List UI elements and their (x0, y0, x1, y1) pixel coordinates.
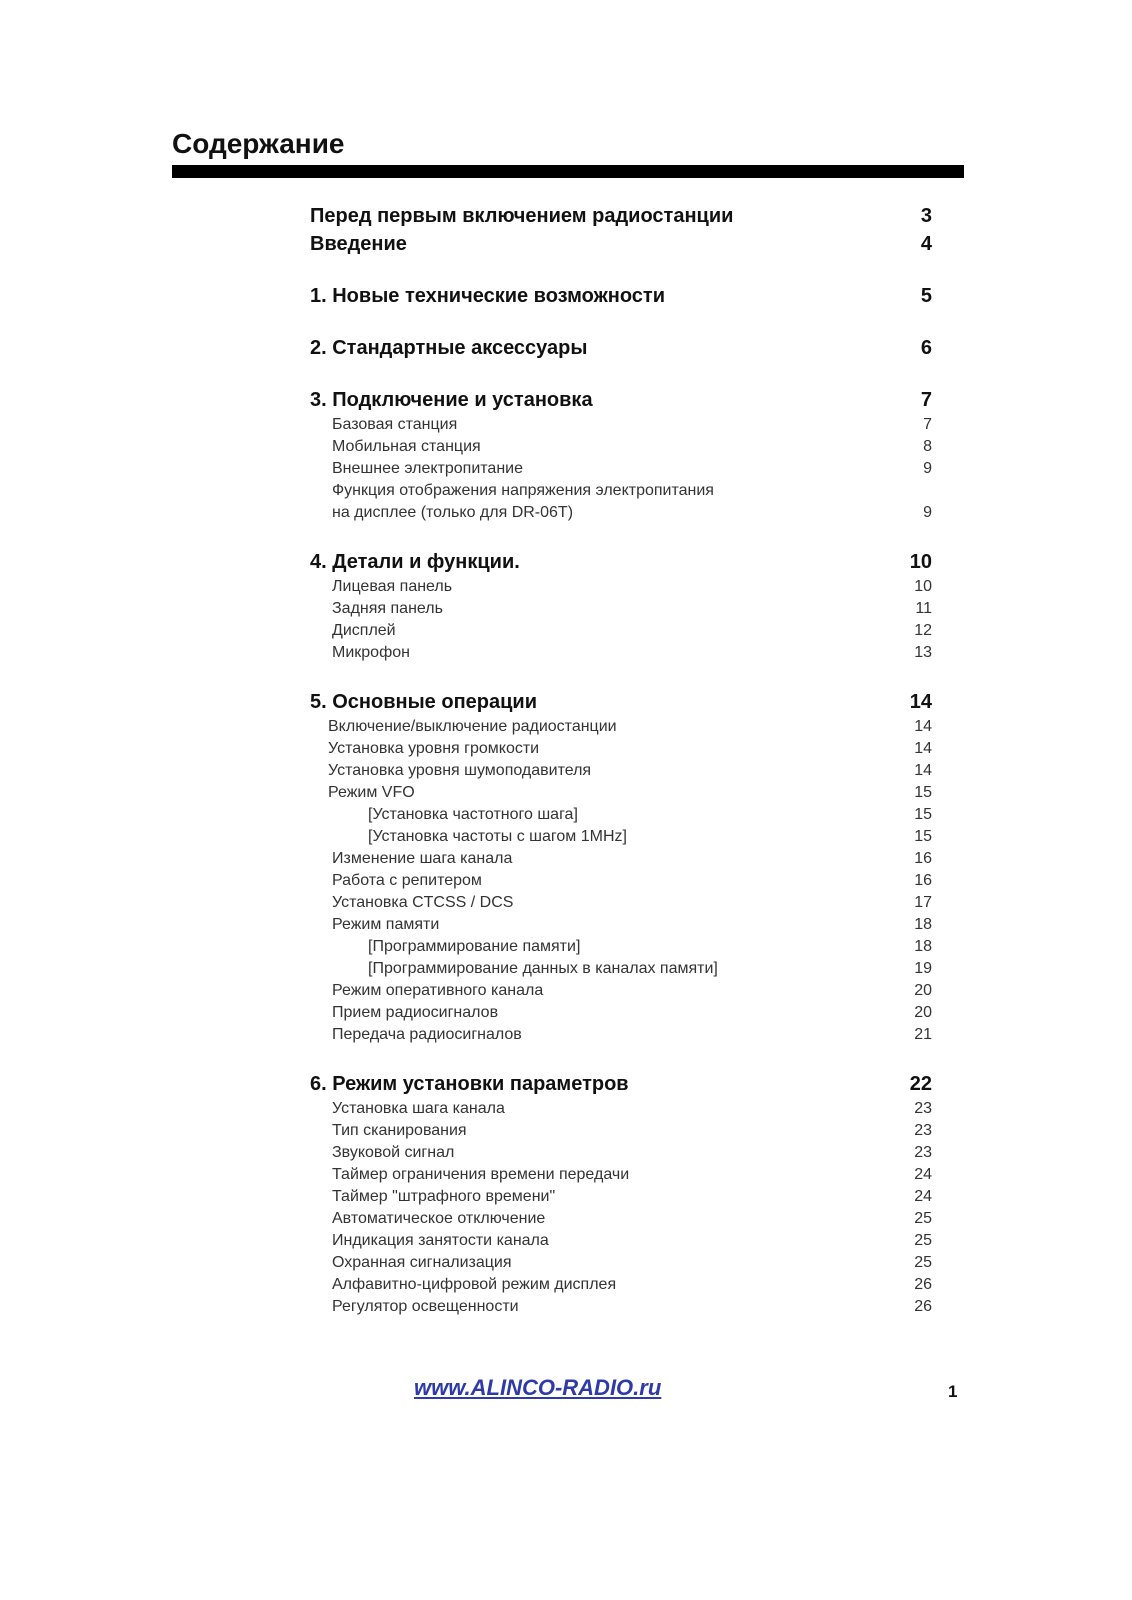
toc-label: 4. Детали и функции. (310, 551, 520, 573)
toc-subentry[interactable] (310, 870, 932, 892)
toc-label: Тип сканирования (332, 1122, 467, 1139)
toc-label: Индикация занятости канала (332, 1232, 549, 1249)
toc-page: 17 (914, 894, 932, 911)
toc-subentry[interactable] (310, 958, 932, 980)
toc-page: 23 (914, 1100, 932, 1117)
toc-subentry[interactable] (310, 414, 932, 436)
toc-subentry[interactable] (310, 738, 932, 760)
toc-page: 14 (914, 718, 932, 735)
toc-label: Установка CTCSS / DCS (332, 894, 514, 911)
toc-subentry[interactable] (310, 458, 932, 480)
toc-subentry[interactable] (310, 436, 932, 458)
toc-label: 2. Стандартные аксессуары (310, 337, 588, 359)
toc-page: 15 (914, 828, 932, 845)
toc-subentry[interactable] (310, 1296, 932, 1318)
page-title: Содержание (172, 128, 345, 159)
toc-subentry[interactable] (310, 980, 932, 1002)
toc-subentry[interactable] (310, 1186, 932, 1208)
toc-subentry[interactable] (310, 1120, 932, 1142)
toc-label: [Программирование памяти] (368, 938, 581, 955)
toc-label: Режим памяти (332, 916, 440, 933)
toc-subentry[interactable] (310, 598, 932, 620)
toc-subentry[interactable] (310, 576, 932, 598)
toc-label: 6. Режим установки параметров (310, 1073, 629, 1095)
toc-label: Введение (310, 233, 407, 255)
toc-label: Установка шага канала (332, 1100, 505, 1117)
toc-subentry[interactable] (310, 914, 932, 936)
toc-section-5[interactable] (310, 688, 932, 716)
toc-page: 24 (914, 1188, 932, 1205)
toc-subentry[interactable] (310, 716, 932, 738)
toc-label: Дисплей (332, 622, 396, 639)
toc-subentry[interactable] (310, 826, 932, 848)
toc-label: Режим оперативного канала (332, 982, 544, 999)
toc-page: 6 (920, 337, 932, 359)
toc-label: Мобильная станция (332, 438, 481, 455)
toc-label: Микрофон (332, 644, 410, 661)
toc-subentry-line[interactable] (310, 480, 932, 502)
toc-label: Установка уровня шумоподавителя (328, 762, 592, 779)
toc-subentry[interactable] (310, 502, 932, 524)
toc-subentry[interactable] (310, 892, 932, 914)
toc-entry[interactable] (310, 230, 932, 258)
toc-page: 14 (914, 740, 932, 757)
toc-label: Автоматическое отключение (332, 1210, 546, 1227)
toc-page: 8 (923, 438, 932, 455)
toc-subentry[interactable] (310, 1252, 932, 1274)
toc-label: [Установка частоты с шагом 1MHz] (368, 828, 627, 845)
toc-subentry[interactable] (310, 1098, 932, 1120)
toc-page: 19 (914, 960, 932, 977)
toc-label: Режим VFO (328, 784, 415, 801)
toc-page: 25 (914, 1254, 932, 1271)
toc-subentry[interactable] (310, 936, 932, 958)
toc-page: 4 (920, 233, 932, 255)
toc-page: 16 (914, 872, 932, 889)
toc-label: Перед первым включением радиостанции (310, 205, 734, 227)
toc-label: [Установка частотного шага] (368, 806, 578, 823)
toc-page: 15 (914, 806, 932, 823)
toc-page: 26 (914, 1276, 932, 1293)
toc-label: 1. Новые технические возможности (310, 285, 666, 307)
toc-page: 25 (914, 1232, 932, 1249)
toc-subentry[interactable] (310, 1142, 932, 1164)
toc-page: 3 (920, 205, 932, 227)
toc-page: 10 (909, 551, 932, 573)
toc-page: 9 (923, 460, 932, 477)
toc-page: 11 (915, 600, 932, 617)
toc-label: Охранная сигнализация (332, 1254, 512, 1271)
toc-page: 23 (914, 1144, 932, 1161)
toc-page: 14 (909, 691, 932, 713)
toc-page: 10 (914, 578, 932, 595)
toc-page: 7 (923, 416, 932, 433)
toc-page: 9 (923, 504, 932, 521)
toc-label: 5. Основные операции (310, 691, 537, 713)
toc-label: Включение/выключение радиостанции (328, 718, 617, 735)
toc-subentry[interactable] (310, 642, 932, 664)
page-number: 1 (948, 1382, 958, 1401)
toc-label: Внешнее электропитание (332, 460, 523, 477)
toc-section-4[interactable] (310, 548, 932, 576)
toc-label: Изменение шага канала (332, 850, 513, 867)
toc-label: на дисплее (только для DR-06T) (332, 504, 574, 521)
toc-entry[interactable] (310, 202, 932, 230)
toc-label: Работа с репитером (332, 872, 482, 889)
toc-page: 13 (914, 644, 932, 661)
toc-page: 22 (909, 1073, 932, 1095)
toc-section-1[interactable] (310, 282, 932, 310)
toc-page: 18 (914, 916, 932, 933)
title-rule (172, 165, 964, 178)
toc-subentry[interactable] (310, 1002, 932, 1024)
toc-label: Установка уровня громкости (328, 740, 540, 757)
toc-label: 3. Подключение и установка (310, 389, 593, 411)
toc-label: Функция отображения напряжения электропитания (332, 482, 714, 499)
toc-page: 16 (914, 850, 932, 867)
toc-subentry[interactable] (310, 1024, 932, 1046)
toc-label: Таймер "штрафного времени" (332, 1188, 556, 1205)
toc-page: 25 (914, 1210, 932, 1227)
toc-subentry[interactable] (310, 1274, 932, 1296)
toc-subentry[interactable] (310, 1230, 932, 1252)
toc-page: 15 (914, 784, 932, 801)
website-link[interactable]: www.ALINCO-RADIO.ru (414, 1375, 662, 1400)
toc-section-2[interactable] (310, 334, 932, 362)
table-of-contents (310, 202, 932, 1318)
toc-page: 18 (914, 938, 932, 955)
toc-page: 20 (914, 982, 932, 999)
toc-subentry[interactable] (310, 760, 932, 782)
toc-label: [Программирование данных в каналах памяти] (368, 960, 718, 977)
toc-subentry[interactable] (310, 1164, 932, 1186)
toc-section-3[interactable] (310, 386, 932, 414)
toc-page: 7 (920, 389, 932, 411)
toc-page: 14 (914, 762, 932, 779)
toc-subentry[interactable] (310, 1208, 932, 1230)
toc-page: 20 (914, 1004, 932, 1021)
toc-label: Звуковой сигнал (332, 1144, 455, 1161)
toc-label: Передача радиосигналов (332, 1026, 522, 1043)
toc-label: Алфавитно-цифровой режим дисплея (332, 1276, 617, 1293)
toc-page: 5 (920, 285, 932, 307)
toc-label: Лицевая панель (332, 578, 453, 595)
toc-page: 12 (914, 622, 932, 639)
toc-page: 23 (914, 1122, 932, 1139)
toc-page: 21 (914, 1026, 932, 1043)
toc-label: Базовая станция (332, 416, 458, 433)
toc-label: Задняя панель (332, 600, 443, 617)
toc-page: 24 (914, 1166, 932, 1183)
toc-subentry[interactable] (310, 620, 932, 642)
toc-label: Регулятор освещенности (332, 1298, 519, 1315)
toc-section-6[interactable] (310, 1070, 932, 1098)
toc-page: 26 (914, 1298, 932, 1315)
toc-label: Прием радиосигналов (332, 1004, 499, 1021)
toc-label: Таймер ограничения времени передачи (332, 1166, 630, 1183)
toc-subentry[interactable] (310, 848, 932, 870)
toc-subentry[interactable] (310, 804, 932, 826)
toc-subentry[interactable] (310, 782, 932, 804)
